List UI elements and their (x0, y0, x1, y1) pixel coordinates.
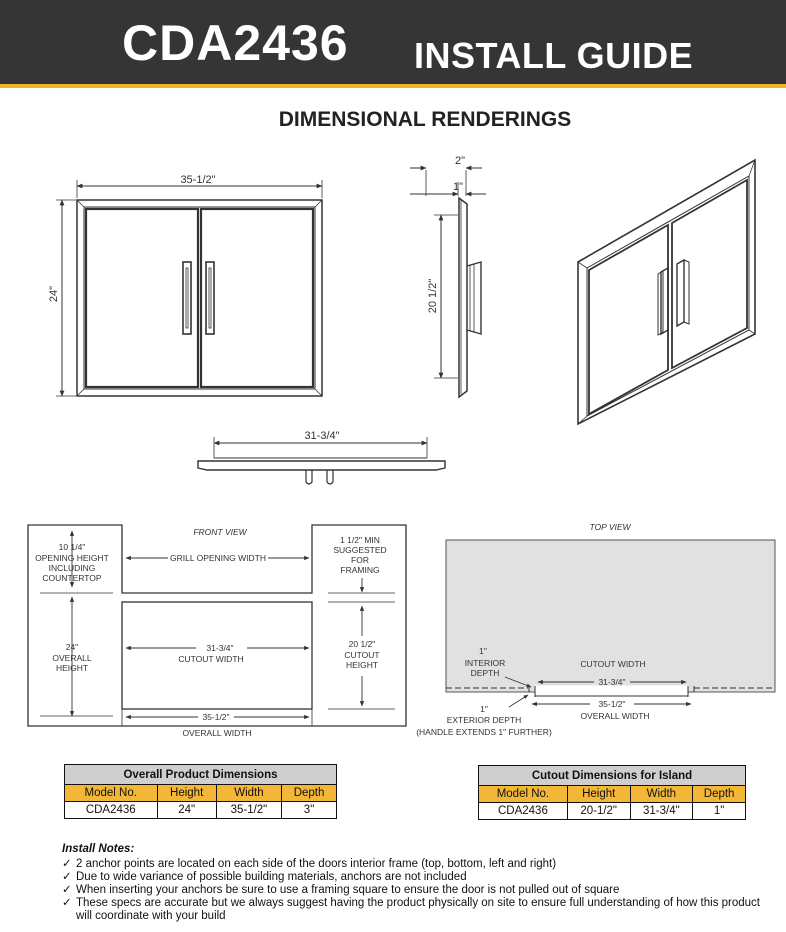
product-col-depth: Depth (282, 785, 337, 802)
grill-opening-label: GRILL OPENING WIDTH (169, 553, 267, 563)
overall-width-value: 35-1/2" (202, 712, 230, 722)
opening-height-value: 10 1/4" (58, 542, 86, 552)
product-table-title: Overall Product Dimensions (65, 765, 337, 785)
cutout-width-label: CUTOUT WIDTH (178, 654, 244, 664)
cutout-col-model: Model No. (479, 786, 568, 803)
check-icon: ✓ (62, 858, 72, 870)
overall-width-label: OVERALL WIDTH (182, 728, 252, 738)
side-rendering (410, 168, 486, 397)
cutout-height-line-2: HEIGHT (345, 660, 379, 670)
product-cell-model: CDA2436 (65, 802, 158, 819)
check-icon: ✓ (62, 897, 72, 909)
interior-depth-line-2: DEPTH (470, 668, 500, 678)
check-icon: ✓ (62, 871, 72, 883)
front-view-title: FRONT VIEW (193, 527, 247, 537)
check-icon: ✓ (62, 884, 72, 896)
overall-height-line-1: OVERALL (52, 653, 92, 663)
note-item (62, 884, 762, 897)
product-col-height: Height (157, 785, 216, 802)
side-height-label: 20 1/2" (427, 278, 439, 314)
note-text: These specs are accurate but we always suggest having the product physically on site to ensure full understanding of how this product will coordinate with your build (76, 897, 761, 922)
cutout-cell-height: 20-1/2" (567, 803, 630, 820)
note-item (62, 871, 762, 884)
guide-title: INSTALL GUIDE (414, 35, 694, 76)
top-rendering (198, 437, 445, 484)
perspective-rendering (578, 160, 755, 424)
note-text: When inserting your anchors be sure to use a framing square to ensure the door is not pulled out of square (76, 884, 620, 896)
exterior-depth-label: EXTERIOR DEPTH (446, 715, 522, 725)
cutout-col-width: Width (630, 786, 693, 803)
top-overall-width-value: 35-1/2" (598, 699, 626, 709)
interior-depth-value: 1" (479, 646, 487, 656)
cutout-height-value: 20 1/2" (348, 639, 376, 649)
top-cutout-width-value: 31-3/4" (598, 677, 626, 687)
front-height-label: 24" (48, 285, 60, 303)
opening-height-line-2: INCLUDING (48, 563, 96, 573)
cutout-cell-width: 31-3/4" (630, 803, 693, 820)
top-cutout-width-label: CUTOUT WIDTH (580, 659, 646, 669)
note-item (62, 897, 762, 923)
product-cell-height: 24" (157, 802, 216, 819)
overall-height-line-2: HEIGHT (55, 663, 89, 673)
cutout-cell-depth: 1" (693, 803, 746, 820)
cutout-col-depth: Depth (693, 786, 746, 803)
front-width-label: 35-1/2" (180, 174, 216, 186)
framing-value: 1 1/2" MIN (340, 535, 380, 545)
model-title: CDA2436 (122, 15, 349, 71)
section-title: DIMENSIONAL RENDERINGS (278, 108, 572, 131)
product-dimensions-table (64, 764, 337, 819)
front-rendering (56, 180, 322, 396)
exterior-depth-value: 1" (480, 704, 488, 714)
cutout-height-line-1: CUTOUT (344, 650, 380, 660)
framing-line-1: SUGGESTED (333, 545, 387, 555)
install-notes (62, 843, 762, 923)
overall-height-value: 24" (65, 642, 79, 652)
opening-height-line-1: OPENING HEIGHT (35, 553, 109, 563)
product-col-width: Width (216, 785, 281, 802)
top-view-title: TOP VIEW (589, 522, 631, 532)
top-width-label: 31-3/4" (304, 430, 340, 442)
side-flange-depth-label: 1" (452, 181, 464, 193)
note-text: 2 anchor points are located on each side of the doors interior frame (top, bottom, left and right) (76, 858, 557, 870)
product-cell-depth: 3" (282, 802, 337, 819)
cutout-cell-model: CDA2436 (479, 803, 568, 820)
cutout-table-title: Cutout Dimensions for Island (479, 766, 746, 786)
side-total-depth-label: 2" (454, 155, 466, 167)
product-col-model: Model No. (65, 785, 158, 802)
cutout-width-value: 31-3/4" (206, 643, 234, 653)
cutout-col-height: Height (567, 786, 630, 803)
note-text: Due to wide variance of possible building materials, anchors are not included (76, 871, 467, 883)
opening-height-line-3: COUNTERTOP (42, 573, 102, 583)
interior-depth-line-1: INTERIOR (464, 658, 506, 668)
product-cell-width: 35-1/2" (216, 802, 281, 819)
note-item (62, 858, 762, 871)
framing-line-2: FOR (351, 555, 369, 565)
exterior-depth-note: (HANDLE EXTENDS 1" FURTHER) (416, 727, 552, 737)
cutout-dimensions-table (478, 765, 746, 820)
install-notes-heading: Install Notes: (62, 843, 135, 855)
framing-line-3: FRAMING (340, 565, 380, 575)
top-overall-width-label: OVERALL WIDTH (580, 711, 650, 721)
